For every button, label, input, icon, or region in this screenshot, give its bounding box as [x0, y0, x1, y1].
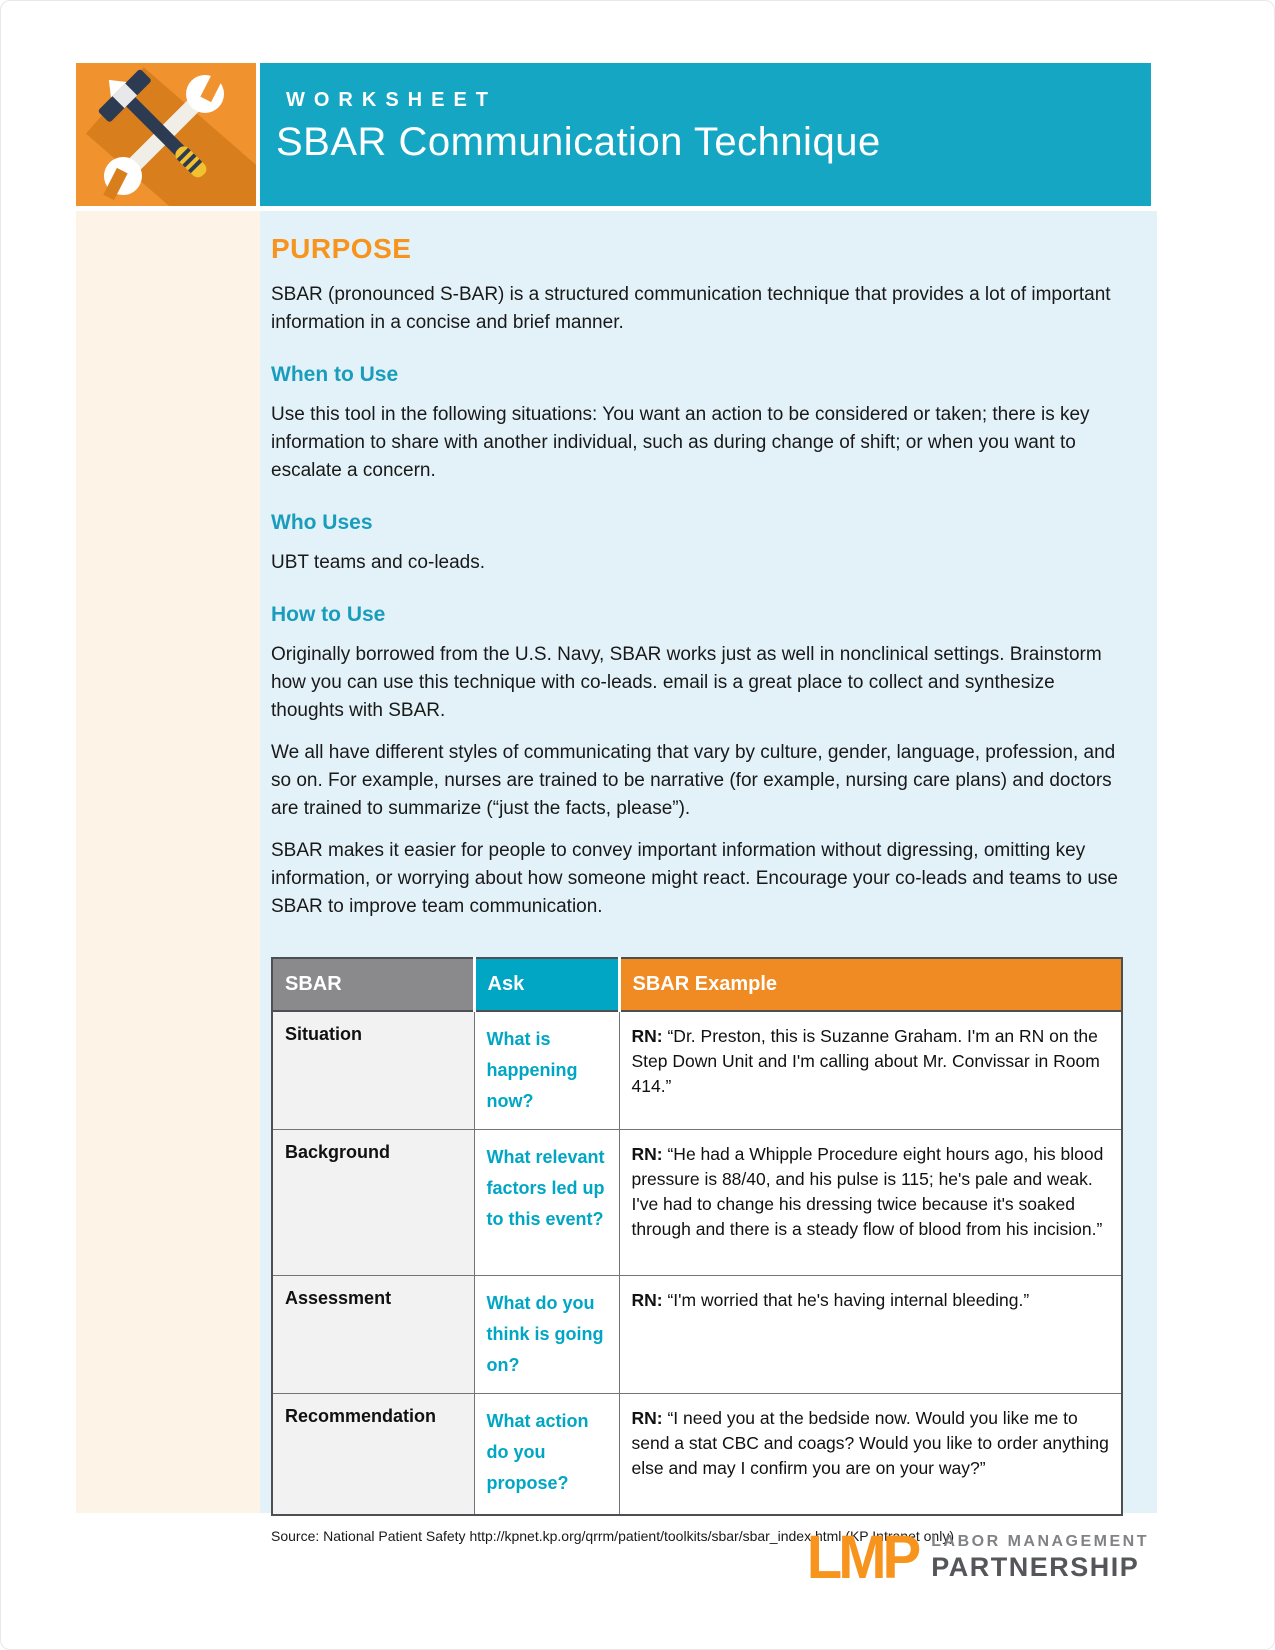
how-to-use-paragraph-1: Originally borrowed from the U.S. Navy, SBAR works just as well in nonclinical settings. Brainstorm how you can use this technique with co-leads. email is a great place to collect and synthesize thoughts with SBAR.: [271, 644, 1102, 721]
tools-icon: [76, 63, 256, 206]
how-to-use-paragraph-3: SBAR makes it easier for people to convey important information without digressing, omitting key information, or worrying about how someone might react. Encourage your co-leads and teams to use SBAR to improve team communication.: [271, 840, 1119, 917]
table-row-background: [272, 1130, 1122, 1276]
recommendation-ask: What action do you propose?: [474, 1394, 619, 1515]
purpose-heading: PURPOSE: [271, 233, 412, 264]
example-text: “He had a Whipple Procedure eight hours ago, his blood pressure is 88/40, and his pulse is 115; he's pale and weak. I've had to change his dressing twice because it's soaked through and there is a steady flow of blood from his incision.”: [631, 1144, 1104, 1239]
example-text: “I'm worried that he's having internal bleeding.”: [667, 1290, 1030, 1310]
speaker-label: RN:: [631, 1408, 663, 1428]
when-to-use-paragraph: Use this tool in the following situations: You want an action to be considered or taken; there is key information to share with another individual, such as during change of shift; or when you want to escalate a concern.: [271, 404, 1090, 481]
worksheet-kicker: WORKSHEET: [286, 89, 497, 111]
masthead: [76, 63, 1151, 206]
org-line-2: PARTNERSHIP: [931, 1552, 1140, 1582]
column-header-sbar-example: SBAR Example: [619, 958, 1122, 1011]
org-line-1: LABOR MANAGEMENT: [931, 1533, 1149, 1550]
recommendation-example: [619, 1394, 1122, 1515]
source-citation: Source: National Patient Safety http://kpnet.kp.org/qrrm/patient/toolkits/sbar/sbar_index.html (KP Intranet only): [271, 1527, 954, 1544]
how-to-use-paragraph-2: We all have different styles of communicating that vary by culture, gender, language, profession, and so on. For example, nurses are trained to be narrative (for example, nursing care plans) and doctors are trained to summarize (“just the facts, please”).: [271, 742, 1116, 819]
example-text: “Dr. Preston, this is Suzanne Graham. I'm an RN on the Step Down Unit and I'm calling about Mr. Convissar in Room 414.”: [631, 1026, 1100, 1096]
table-header-row: [272, 958, 1122, 1011]
recommendation-label: Recommendation: [272, 1394, 474, 1515]
speaker-label: RN:: [631, 1290, 663, 1310]
table-row-situation: [272, 1011, 1122, 1130]
assessment-ask: What do you think is going on?: [474, 1276, 619, 1394]
page-title: SBAR Communication Technique: [276, 120, 881, 164]
column-header-sbar: SBAR: [272, 958, 474, 1011]
assessment-example: [619, 1276, 1122, 1394]
speaker-label: RN:: [631, 1144, 663, 1164]
situation-example: [619, 1011, 1122, 1130]
title-banner: [260, 63, 1151, 206]
lmp-logo: LMP: [806, 1523, 918, 1592]
sbar-table: [271, 957, 1123, 1516]
speaker-label: RN:: [631, 1026, 663, 1046]
lmp-org-name: [931, 1533, 1149, 1583]
column-header-ask: Ask: [474, 958, 619, 1011]
background-ask: What relevant factors led up to this event?: [474, 1130, 619, 1276]
background-example: [619, 1130, 1122, 1276]
left-margin-strip: [76, 211, 260, 1513]
purpose-paragraph: SBAR (pronounced S-BAR) is a structured communication technique that provides a lot of important information in a concise and brief manner.: [271, 284, 1111, 333]
who-uses-heading: Who Uses: [271, 511, 373, 534]
table-row-recommendation: [272, 1394, 1122, 1515]
who-uses-paragraph: UBT teams and co-leads.: [271, 552, 486, 573]
when-to-use-heading: When to Use: [271, 363, 399, 386]
footer: [806, 1523, 1149, 1592]
background-label: Background: [272, 1130, 474, 1276]
example-text: “I need you at the bedside now. Would you like me to send a stat CBC and coags? Would you like to order anything else and may I confirm you are on your way?”: [631, 1408, 1109, 1478]
situation-ask: What is happening now?: [474, 1011, 619, 1130]
how-to-use-heading: How to Use: [271, 603, 386, 626]
situation-label: Situation: [272, 1011, 474, 1130]
assessment-label: Assessment: [272, 1276, 474, 1394]
table-row-assessment: [272, 1276, 1122, 1394]
